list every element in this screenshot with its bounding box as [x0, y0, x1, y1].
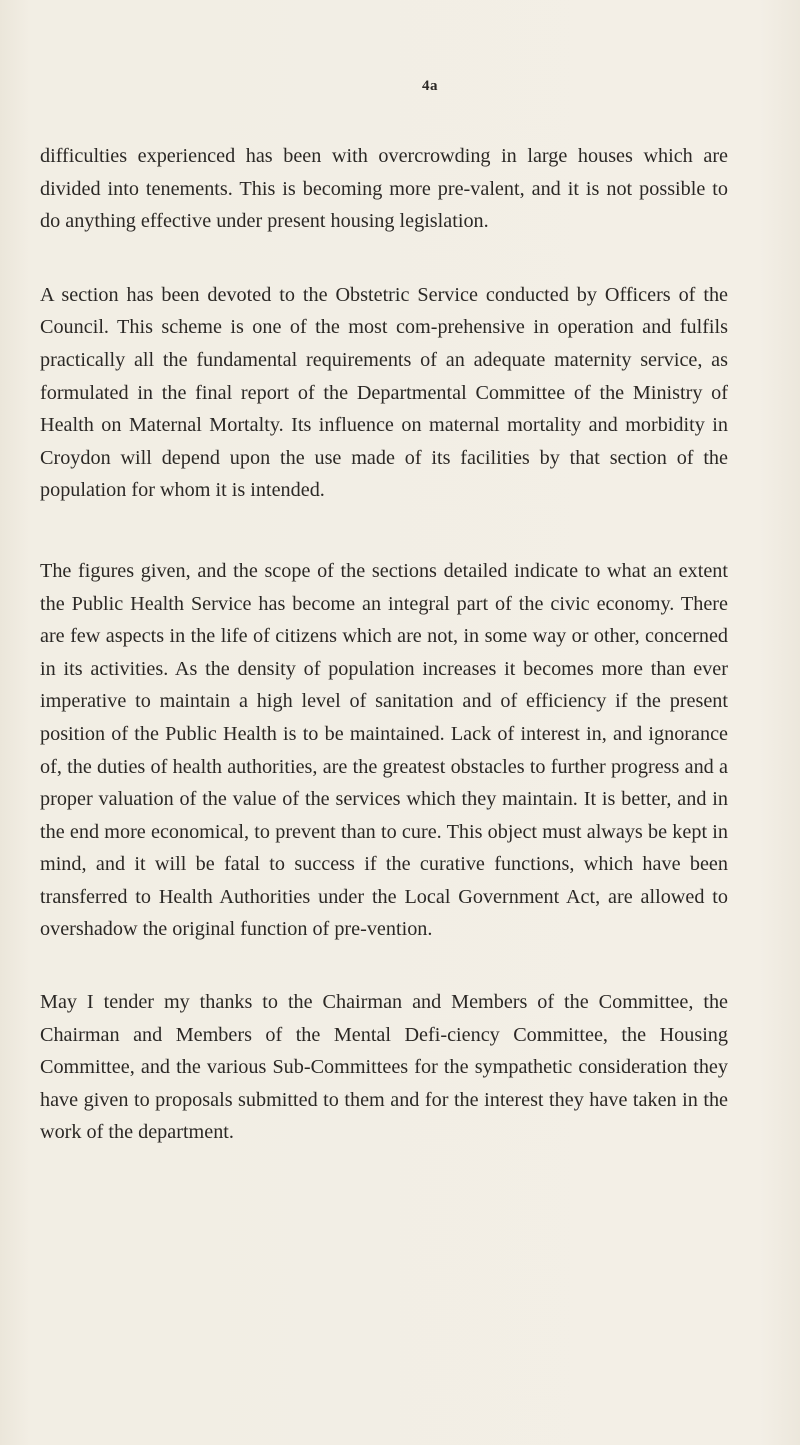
paragraph-housing-difficulties: difficulties experienced has been with overcrowding in large houses which are divided into tenements. This is becoming more pre-valent, and it is not possible to do anything effective under present housing legislation.: [40, 145, 728, 233]
body-text: [40, 140, 728, 1183]
page-number: 4a: [422, 78, 438, 94]
paragraph-obstetric-service: A section has been devoted to the Obstetric Service conducted by Officers of the Council. This scheme is one of the most com-prehensive in operation and fulfils practically all the fundamental requirements of an adequate maternity service, as formulated in the final report of the Departmental Committee of the Ministry of Health on Maternal Mortalty. Its influence on maternal mortality and morbidity in Croydon will depend upon the use made of its facilities by that section of the population for whom it is intended.: [40, 283, 728, 502]
paragraph-public-health-service: The figures given, and the scope of the sections detailed indicate to what an extent the Public Health Service has become an integral part of the civic economy. There are few aspects in the life of citizens which are not, in some way or other, concerned in its activities. As the density of population increases it becomes more than ever imperative to maintain a high level of sanitation and of efficiency if the present position of the Public Health is to be maintained. Lack of interest in, and ignorance of, the duties of health authorities, are the greatest obstacles to further progress and a proper valuation of the value of the services which they maintain. It is better, and in the end more economical, to prevent than to cure. This object must always be kept in mind, and it will be fatal to success if the curative functions, which have been transferred to Health Authorities under the Local Government Act, are allowed to overshadow the original function of pre-vention.: [40, 559, 728, 941]
paragraph-acknowledgements: May I tender my thanks to the Chairman and Members of the Committee, the Chairman and Members of the Mental Defi-ciency Committee, the Housing Committee, and the various Sub-Committees for the sympathetic consideration they have given to proposals submitted to them and for the interest they have taken in the work of the department.: [40, 991, 728, 1144]
